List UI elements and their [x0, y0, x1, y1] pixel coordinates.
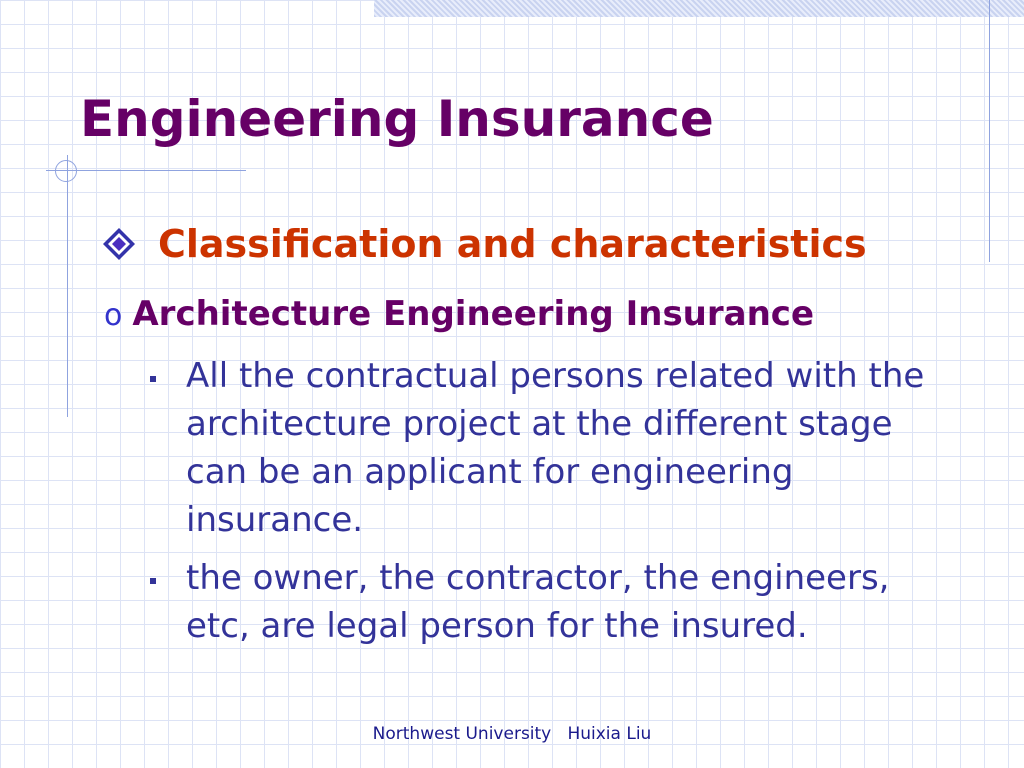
bullet-level2-text: Architecture Engineering Insurance — [132, 294, 815, 334]
square-bullet-icon — [150, 578, 156, 584]
square-bullet-icon — [150, 376, 156, 382]
bullet-level3-item — [150, 554, 960, 650]
bullet-level3-text: the owner, the contractor, the engineers, etc, are legal person for the insured. — [186, 558, 890, 646]
top-decorative-band — [374, 0, 1024, 17]
decorative-vertical-rule-right — [989, 0, 990, 262]
bullet-level3-text: All the contractual persons related with the architecture project at the different stage can be an applicant for engineering insurance. — [186, 356, 925, 540]
slide-title: Engineering Insurance — [80, 90, 714, 148]
decorative-circle-mark — [55, 160, 77, 182]
ring-bullet-icon: o — [104, 298, 123, 333]
bullet-level1 — [102, 222, 867, 266]
slide-footer: Northwest University Huixia Liu — [372, 724, 652, 744]
bullet-level2 — [104, 294, 814, 334]
bullet-level3-item — [150, 352, 960, 544]
diamond-icon — [102, 227, 136, 261]
decorative-vertical-rule-left — [67, 155, 68, 417]
bullet-level1-text: Classification and characteristics — [158, 222, 867, 266]
